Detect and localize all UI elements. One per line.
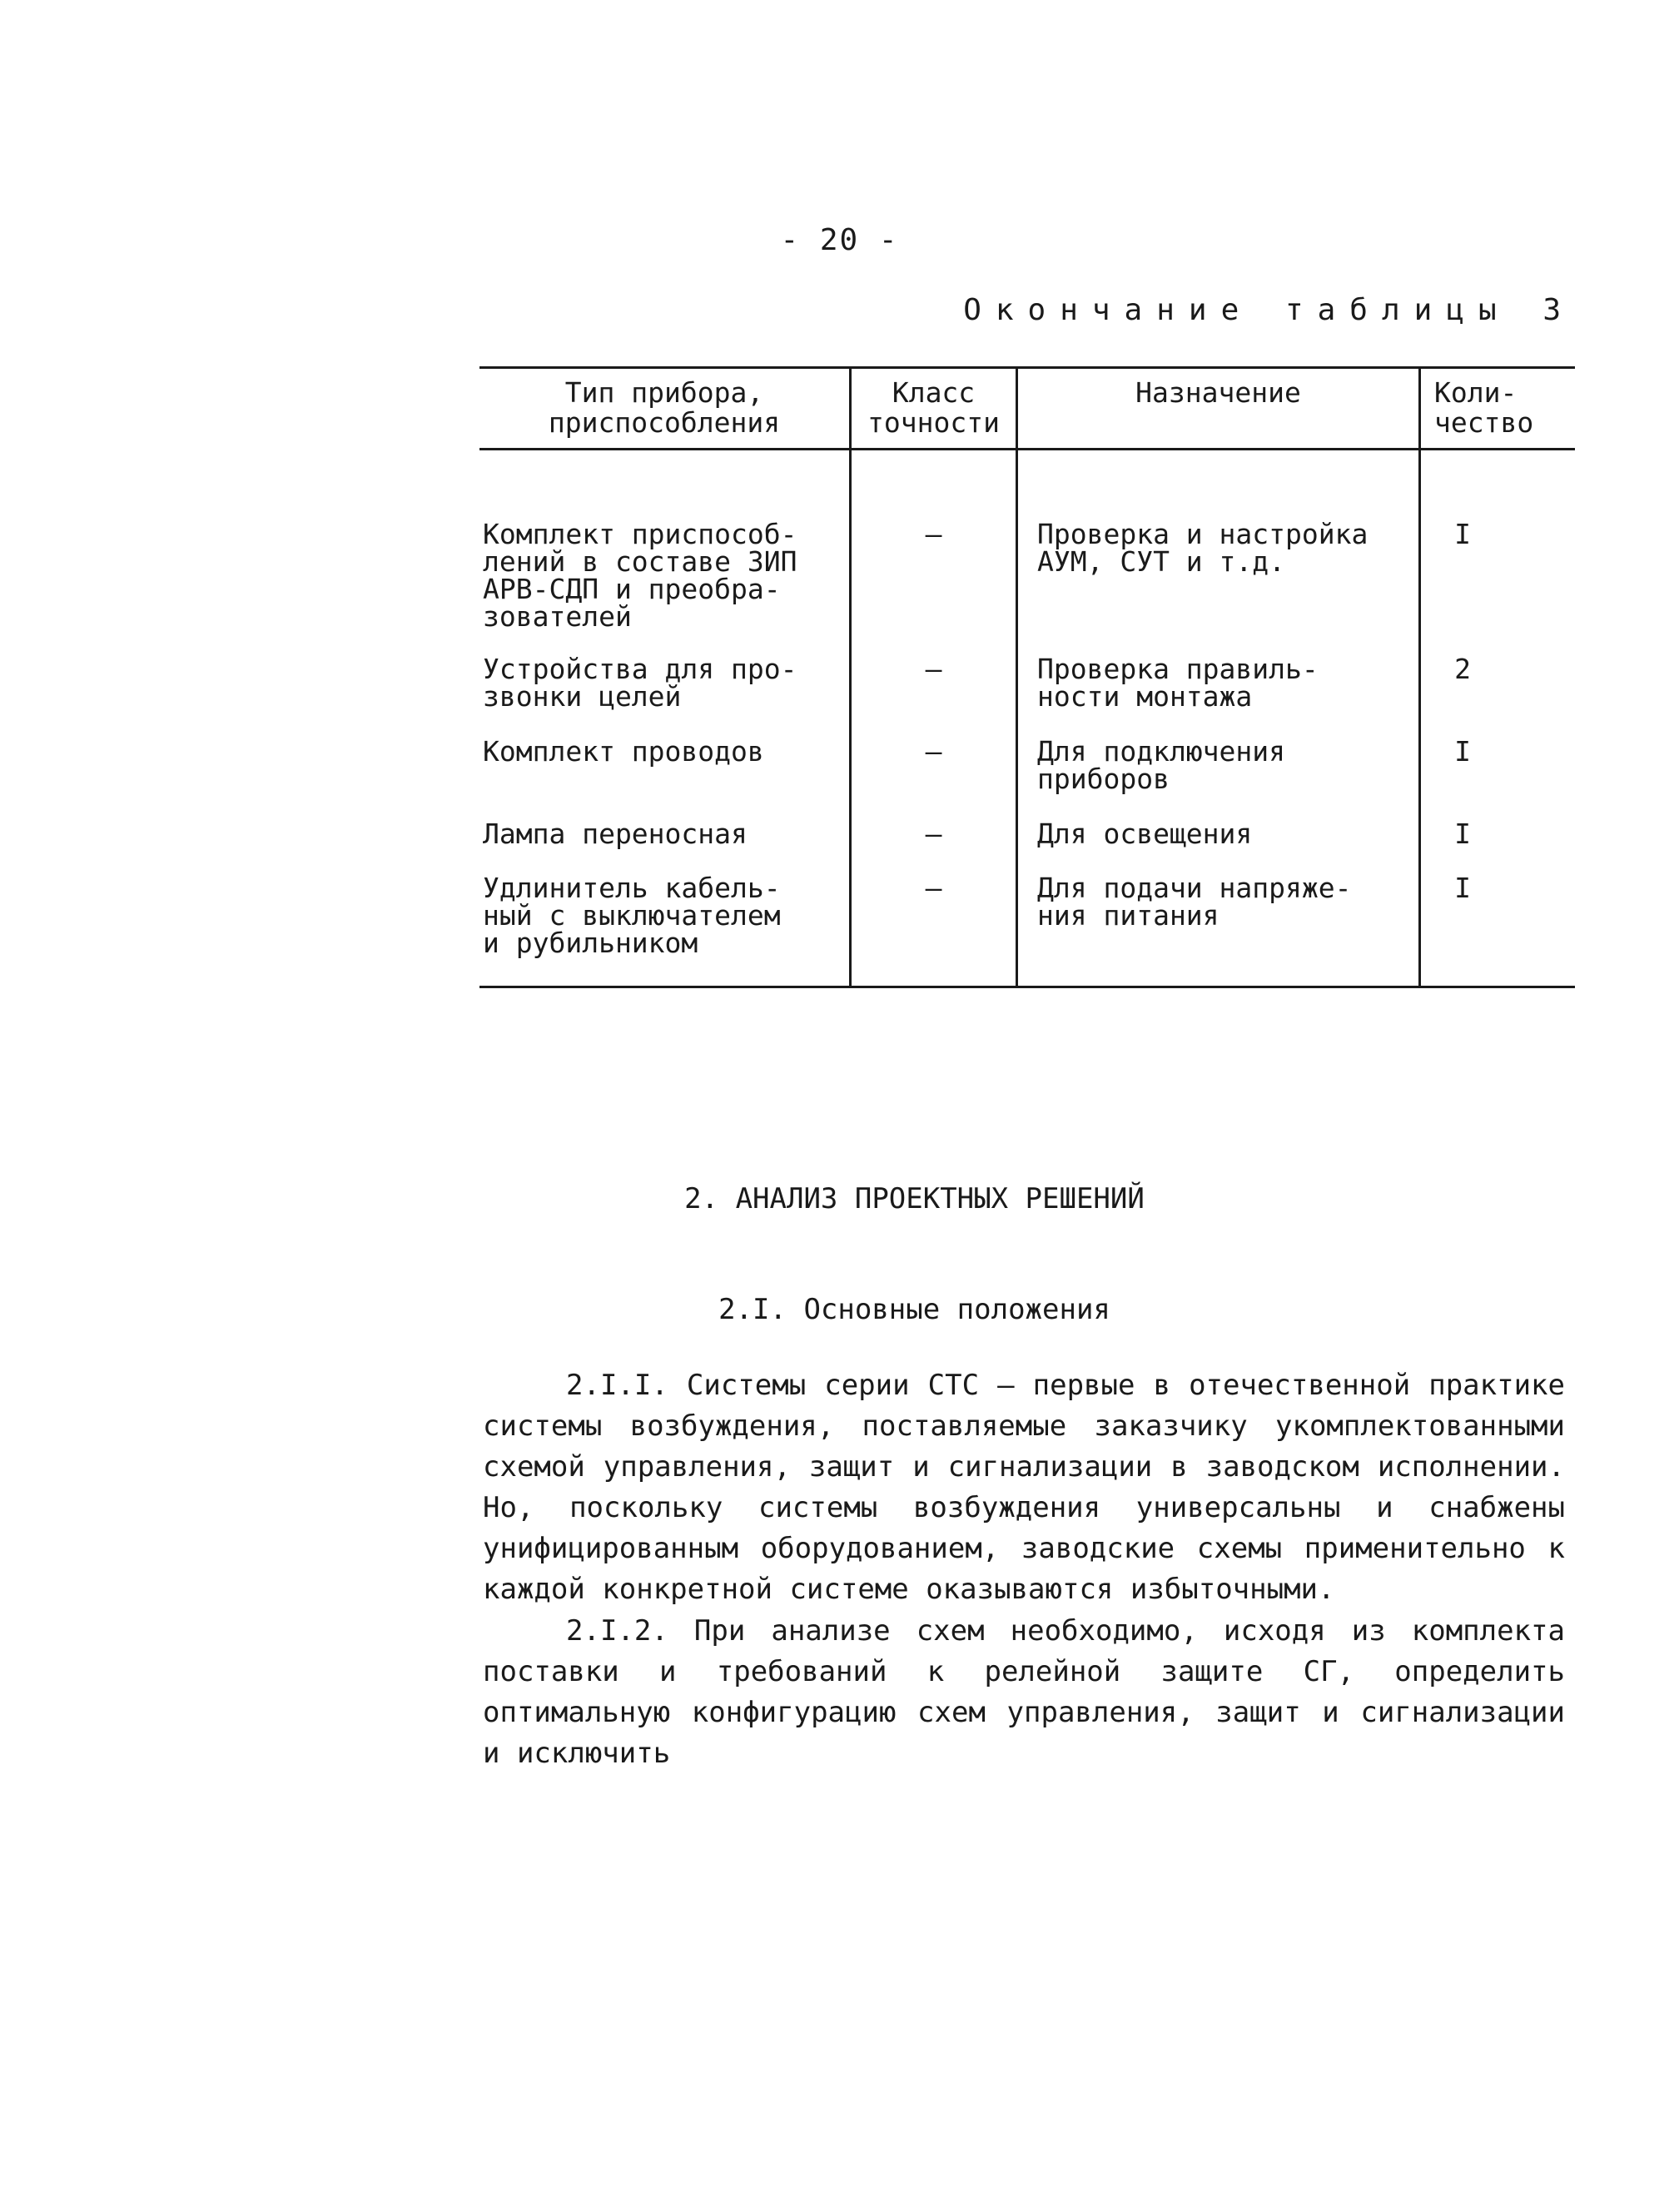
- table-top-rule: [479, 366, 1575, 369]
- cell-accuracy: –: [925, 735, 942, 768]
- cell-purpose: Для подключения приборов: [1037, 735, 1286, 795]
- table-column-divider: [1016, 366, 1018, 987]
- page-number: - 20 -: [780, 223, 899, 257]
- cell-type: Комплект проводов: [483, 735, 764, 768]
- cell-purpose: Проверка правиль- ности монтажа: [1037, 653, 1319, 713]
- cell-accuracy: –: [925, 518, 942, 550]
- paragraph: 2.I.2. При анализе схем необходимо, исходя из комплекта поставки и требований к релейной защите СГ, определить оптимальную конфигурацию схем управления, защит и сигнализации и исключить: [483, 1614, 1565, 1770]
- cell-type: Лампа переносная: [483, 818, 748, 850]
- header-accuracy: Класс точности: [867, 376, 1000, 439]
- header-purpose: Назначение: [1135, 376, 1301, 409]
- cell-type: Удлинитель кабель- ный с выключателем и рубильником: [483, 872, 781, 959]
- cell-accuracy: –: [925, 872, 942, 904]
- cell-quantity: I: [1454, 518, 1471, 550]
- table-header-rule: [479, 448, 1575, 450]
- cell-accuracy: –: [925, 818, 942, 850]
- cell-quantity: I: [1454, 872, 1471, 904]
- cell-quantity: I: [1454, 735, 1471, 768]
- paragraph: 2.I.I. Системы серии СТС – первые в отечественной практике системы возбуждения, поставляемые заказчику укомплектованными схемой управления, защит и сигнализации в заводском исполнении. Но, поскольку системы возбуждения универсальны и снабжены унифицированным оборудованием, заводские схемы применительно к каждой конкретной системе оказываются избыточными.: [483, 1369, 1565, 1606]
- cell-quantity: I: [1454, 818, 1471, 850]
- equipment-table: [479, 366, 1575, 987]
- cell-purpose: Проверка и настройка АУМ, СУТ и т.д.: [1037, 518, 1369, 578]
- cell-accuracy: –: [925, 653, 942, 685]
- header-quantity: Коли- чество: [1434, 376, 1534, 439]
- table-bottom-rule: [479, 986, 1575, 988]
- cell-purpose: Для подачи напряже- ния питания: [1037, 872, 1352, 932]
- subsection-heading: 2.I. Основные положения: [718, 1293, 1110, 1326]
- cell-purpose: Для освещения: [1037, 818, 1253, 850]
- header-type: Тип прибора, приспособления: [548, 376, 781, 439]
- cell-quantity: 2: [1454, 653, 1471, 685]
- cell-type: Устройства для про- звонки целей: [483, 653, 797, 713]
- cell-type: Комплект приспособ- лений в составе ЗИП АРВ-СДП и преобра- зователей: [483, 518, 797, 633]
- section-heading: 2. АНАЛИЗ ПРОЕКТНЫХ РЕШЕНИЙ: [684, 1182, 1145, 1215]
- table-caption: Окончание таблицы 3: [963, 293, 1575, 327]
